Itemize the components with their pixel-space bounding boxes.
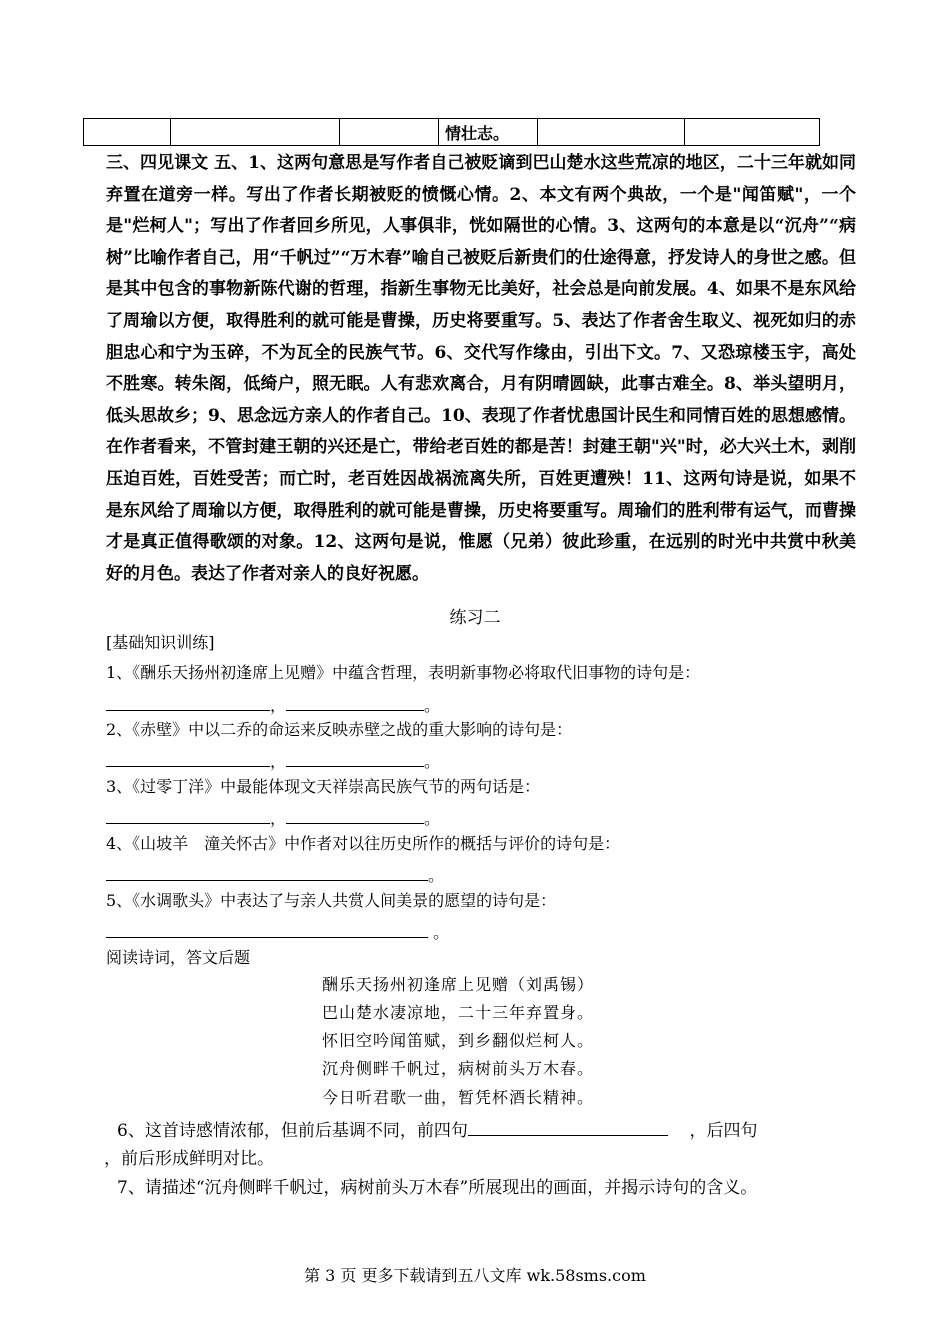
comma: ， (270, 696, 287, 715)
answer-line-4 (106, 862, 444, 888)
question-1: 1、《酬乐天扬州初逢席上见赠》中蕴含哲理，表明新事物必将取代旧事物的诗句是： (106, 663, 701, 682)
reading-intro: 阅读诗词，答文后题 (106, 948, 251, 967)
table-cell: 情壮志。 (439, 119, 538, 146)
answer-line-3 (106, 805, 440, 831)
question-6-text: 6、这首诗感情浓郁，但前后基调不同，前四句 (117, 1121, 468, 1141)
answer-blank[interactable] (468, 1117, 668, 1136)
poem-line: 沉舟侧畔千帆过，病树前头万木春。 (322, 1059, 595, 1078)
period: 。 (428, 866, 445, 885)
table-cell (171, 119, 340, 146)
page-footer: 第 3 页 更多下载请到五八文库 wk.58sms.com (304, 1266, 646, 1285)
comma: ， (270, 752, 287, 771)
question-6 (117, 1117, 757, 1143)
table-cell (538, 119, 685, 146)
section-label: [基础知识训练] (106, 633, 215, 652)
answer-blank[interactable] (106, 805, 270, 824)
answer-blank[interactable] (106, 919, 428, 938)
table-cell (340, 119, 439, 146)
answer-blank[interactable] (106, 692, 270, 711)
question-6-cont: ，前后形成鲜明对比。 (104, 1149, 274, 1169)
poem-title: 酬乐天扬州初逢席上见赠（刘禹锡） (322, 975, 595, 994)
table-cell (84, 119, 171, 146)
exercise-title: 练习二 (449, 608, 501, 628)
answer-table-row (83, 118, 820, 146)
period: 。 (433, 923, 450, 942)
answer-blank[interactable] (106, 862, 428, 881)
poem-line: 今日听君歌一曲，暂凭杯酒长精神。 (322, 1088, 595, 1107)
period: 。 (424, 696, 441, 715)
poem-line: 怀旧空吟闻笛赋，到乡翻似烂柯人。 (322, 1031, 595, 1050)
question-2: 2、《赤壁》中以二乔的命运来反映赤壁之战的重大影响的诗句是： (106, 720, 573, 739)
answer-paragraph: 三、四见课文 五、1、这两句意思是写作者自己被贬谪到巴山楚水这些荒凉的地区，二十三年就如同弃置在道旁一样。写出了作者长期被贬的愤慨心情。2、本文有两个典故，一个是"闻笛赋"，一个是"烂柯人"；写出了作者回乡所见，人事俱非，恍如隔世的心情。3、这两句的本意是以“沉舟”“病树”比喻作者自己，用“千帆过”“万木春”喻自己被贬后新贵们的仕途得意，抒发诗人的身世之感。但是其中包含的事物新陈代谢的哲理，指新生事物无比美好，社会总是向前发展。4、如果不是东风给了周瑜以方便，取得胜利的就可能是曹操，历史将要重写。5、表达了作者舍生取义、视死如归的赤胆忠心和宁为玉碎，不为瓦全的民族气节。6、交代写作缘由，引出下文。7、又恐琼楼玉宇，高处不胜寒。转朱阁，低绮户，照无眠。人有悲欢离合，月有阴晴圆缺，此事古难全。8、举头望明月，低头思故乡；9、思念远方亲人的作者自己。10、表现了作者忧患国计民生和同情百姓的思想感情。在作者看来，不管封建王朝的兴还是亡，带给老百姓的都是苦！封建王朝"兴"时，必大兴土木，剥削压迫百姓，百姓受苦；而亡时，老百姓因战祸流离失所，百姓更遭殃！11、这两句诗是说，如果不是东风给了周瑜以方便，取得胜利的就可能是曹操，历史将要重写。周瑜们的胜利带有运气，而曹操才是真正值得歌颂的对象。12、这两句是说，惟愿（兄弟）彼此珍重，在远别的时光中共赏中秋美好的月色。表达了作者对亲人的良好祝愿。 (106, 153, 856, 584)
answer-line-5 (106, 919, 449, 945)
answer-blank[interactable] (286, 748, 424, 767)
answer-blank[interactable] (286, 805, 424, 824)
period: 。 (424, 752, 441, 771)
question-4: 4、《山坡羊 潼关怀古》中作者对以往历史所作的概括与评价的诗句是： (106, 834, 621, 853)
period: 。 (424, 809, 441, 828)
question-3: 3、《过零丁洋》中最能体现文天祥崇高民族气节的两句话是： (106, 777, 541, 796)
comma: ， (270, 809, 287, 828)
answer-line-1 (106, 692, 440, 718)
question-5: 5、《水调歌头》中表达了与亲人共赏人间美景的愿望的诗句是： (106, 891, 557, 910)
answer-line-2 (106, 748, 440, 774)
question-6-text: ，后四句 (689, 1121, 758, 1141)
poem-line: 巴山楚水凄凉地，二十三年弃置身。 (322, 1003, 595, 1022)
table-cell (685, 119, 820, 146)
question-7: 7、请描述“沉舟侧畔千帆过，病树前头万木春”所展现出的画面，并揭示诗句的含义。 (117, 1178, 758, 1198)
answer-blank[interactable] (286, 692, 424, 711)
answer-blank[interactable] (106, 748, 270, 767)
